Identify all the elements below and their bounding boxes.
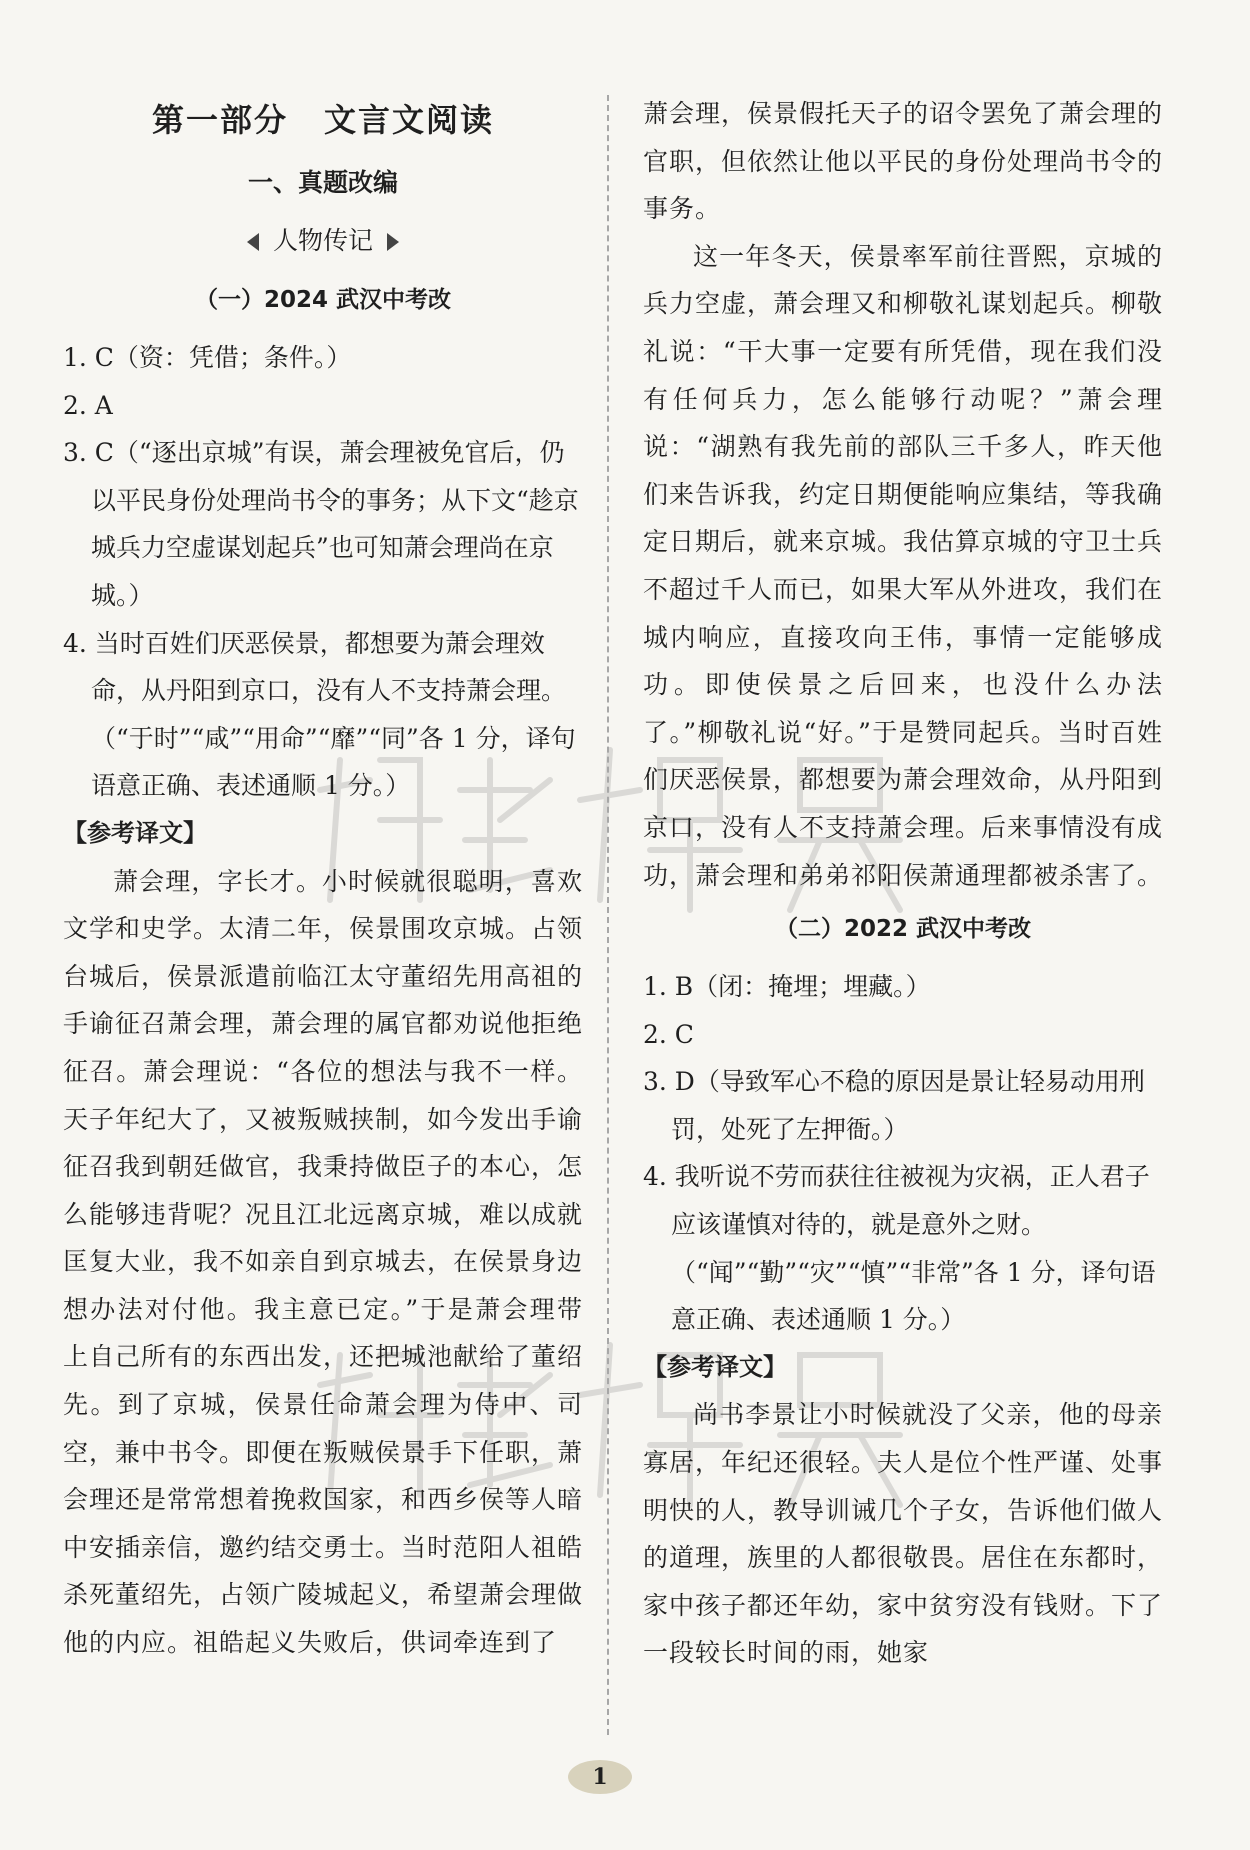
- part-title-name: 文言文阅读: [324, 101, 495, 139]
- left-column: [63, 90, 583, 1667]
- category-title: [63, 212, 583, 270]
- answer-3: 3. D（导致军心不稳的原因是景让轻易动用刑罚，处死了左押衙。）: [643, 1067, 1145, 1144]
- part-title: [63, 90, 583, 150]
- scoring-note: （“于时”“咸”“用命”“靡”“同”各 1 分，译句语意正确、表述通顺 1 分。）: [91, 723, 576, 801]
- triangle-right-icon: [387, 233, 399, 251]
- column-divider: [607, 95, 609, 1735]
- answer-3: 3. C（“逐出京城”有误，萧会理被免官后，仍以平民身份处理尚书令的事务；从下文“趁京城兵力空虚谋划起兵”也可知萧会理尚在京城。）: [63, 438, 579, 610]
- answer-1: 1. C（资：凭借；条件。）: [63, 343, 352, 372]
- translation-continued: 萧会理，侯景假托天子的诏令罢免了萧会理的官职，但依然让他以平民的身份处理尚书令的事务。: [643, 99, 1164, 224]
- reference-translation-label: 【参考译文】: [643, 1352, 787, 1381]
- page-number: 1: [568, 1760, 632, 1794]
- reference-translation: 萧会理，字长才。小时候就很聪明，喜欢文学和史学。太清二年，侯景围攻京城。占领台城后，侯景派遣前临江太守董绍先用高祖的手谕征召萧会理，萧会理的属官都劝说他拒绝征召。萧会理说：“各位的想法与我不一样。天子年纪大了，又被叛贼挟制，如今发出手谕征召我到朝廷做官，我秉持做臣子的本心，怎么能够违背呢？况且江北远离京城，难以成就匡复大业，我不如亲自到京城去，在侯景身边想办法对付他。我主意已定。”于是萧会理带上自己所有的东西出发，还把城池献给了董绍先。到了京城，侯景任命萧会理为侍中、司空，兼中书令。即便在叛贼侯景手下任职，萧会理还是常常想着挽救国家，和西乡侯等人暗中安插亲信，邀约结交勇士。当时范阳人祖皓杀死董绍先，占领广陵城起义，希望萧会理做他的内应。祖皓起义失败后，供词牵连到了: [63, 866, 584, 1658]
- right-column: [643, 90, 1163, 1677]
- part-title-number: 第一部分: [151, 101, 288, 139]
- subsection-title-2024: （一）2024 武汉中考改: [194, 287, 452, 313]
- answer-4: 4. 当时百姓们厌恶侯景，都想要为萧会理效命，从丹阳到京口，没有人不支持萧会理。: [63, 628, 567, 706]
- answer-2: 2. A: [63, 390, 113, 420]
- answer-4: 4. 我听说不劳而获往往被视为灾祸，正人君子应该谨慎对待的，就是意外之财。: [643, 1162, 1150, 1240]
- reference-translation: 尚书李景让小时候就没了父亲，他的母亲寡居，年纪还很轻。夫人是位个性严谨、处事明快的人，教导训诫几个子女，告诉他们做人的道理，族里的人都很敬畏。居住在东都时，家中孩子都还年幼，家中贫穷没有钱财。下了一段较长时间的雨，她家: [643, 1400, 1164, 1668]
- answer-2: 2. C: [643, 1019, 694, 1049]
- triangle-left-icon: [247, 233, 259, 251]
- section-title: 一、真题改编: [247, 168, 398, 197]
- scoring-note: （“闻”“勤”“灾”“慎”“非常”各 1 分，译句语意正确、表述通顺 1 分。）: [671, 1257, 1156, 1335]
- category-label: 人物传记: [272, 226, 373, 255]
- subsection-title-2022: （二）2022 武汉中考改: [774, 916, 1032, 943]
- answer-1: 1. B（闭：掩埋；埋藏。）: [643, 972, 931, 1002]
- reference-translation-label: 【参考译文】: [63, 818, 207, 847]
- translation-paragraph: 这一年冬天，侯景率军前往晋熙，京城的兵力空虚，萧会理又和柳敬礼谋划起兵。柳敬礼说：“干大事一定要有所凭借，现在我们没有任何兵力，怎么能够行动呢？”萧会理说：“湖熟有我先前的部队三千多人，昨天他们来告诉我，约定日期便能响应集结，等我确定日期后，就来京城。我估算京城的守卫士兵不超过千人而已，如果大军从外进攻，我们在城内响应，直接攻向王伟，事情一定能够成功。即使侯景之后回来，也没什么办法了。”柳敬礼说“好。”于是赞同起兵。当时百姓们厌恶侯景，都想要为萧会理效命，从丹阳到京口，没有人不支持萧会理。后来事情没有成功，萧会理和弟弟祁阳侯萧通理都被杀害了。: [643, 241, 1164, 890]
